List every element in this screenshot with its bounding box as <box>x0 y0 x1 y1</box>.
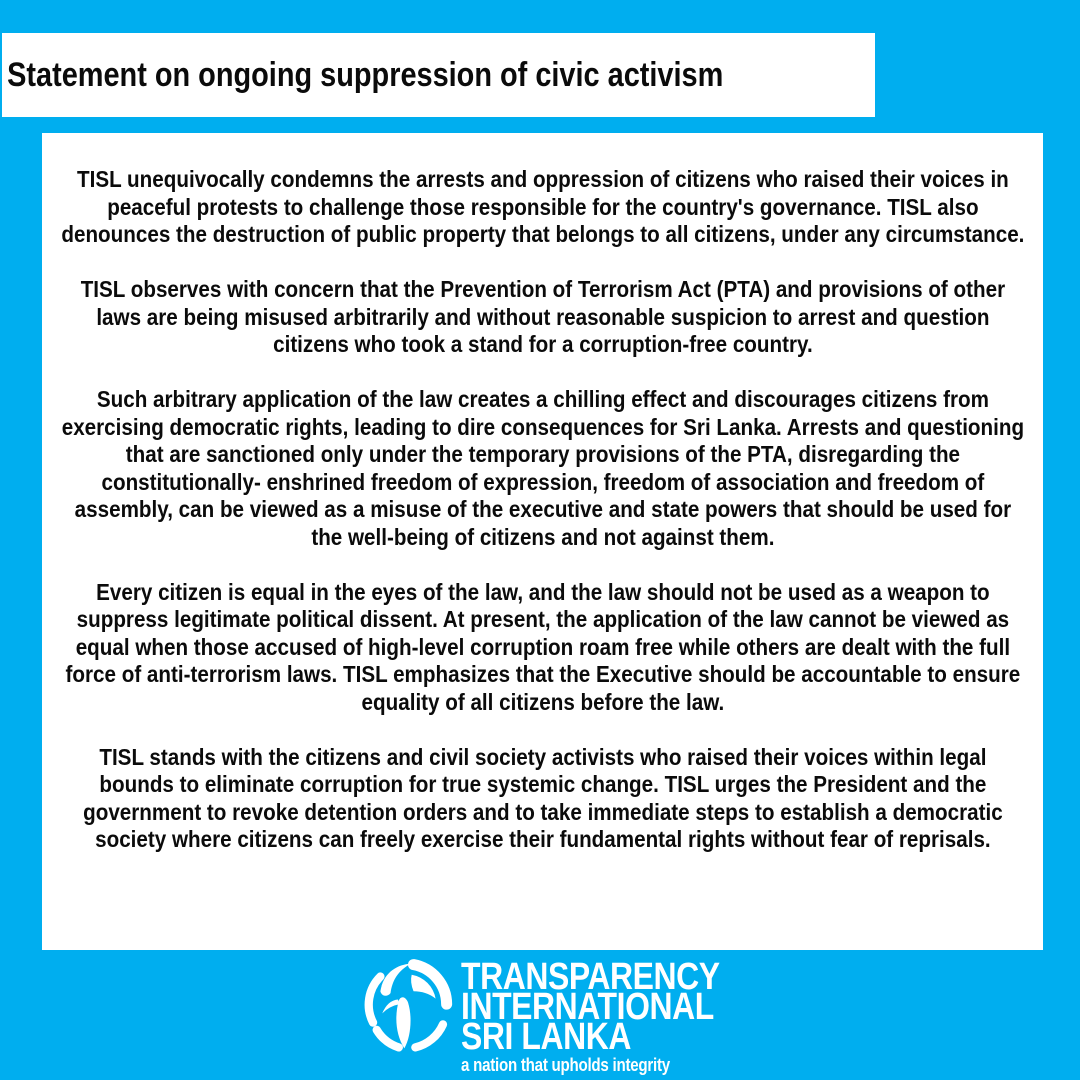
statement-paragraph: Every citizen is equal in the eyes of the law, and the law should not be used as a weapon to suppress legitimate political dissent. At present, the application of the law cannot be viewed as equal when those accused of high-level corruption roam free while others are dealt with the full force of anti-terrorism laws. TISL emphasizes that the Executive should be accountable to ensure equality of all citizens before the law. <box>65 578 1021 715</box>
statement-text <box>60 166 1026 854</box>
logo-line-transparency: TRANSPARENCY <box>461 956 720 998</box>
logo-tagline: a nation that upholds integrity <box>461 1055 670 1075</box>
statement-paragraph: TISL unequivocally condemns the arrests and oppression of citizens who raised their voices in peaceful protests to challenge those responsible for the country's governance. TISL also denounces the destruction of public property that belongs to all citizens, under any circumstance. <box>61 166 1025 247</box>
title-bar <box>2 33 875 117</box>
tisl-logo <box>362 956 769 1074</box>
statement-paragraph: TISL observes with concern that the Prevention of Terrorism Act (PTA) and provisions of other laws are being misused arbitrarily and without reasonable suspicion to arrest and question citizens who took a stand for a corruption-free country. <box>80 276 1006 357</box>
logo-line-sri-lanka: SRI LANKA <box>461 1016 632 1058</box>
tisl-logo-text <box>461 956 720 1075</box>
page-title: Statement on ongoing suppression of civic activism <box>7 55 724 94</box>
logo-line-international: INTERNATIONAL <box>461 986 714 1028</box>
statement-paragraph: Such arbitrary application of the law creates a chilling effect and discourages citizens from exercising democratic rights, leading to dire consequences for Sri Lanka. Arrests and questioning that are sanctioned only under the temporary provisions of the PTA, disregarding the constitutionally- enshrined freedom of expression, freedom of association and freedom of assembly, can be viewed as a misuse of the executive and state powers that should be used for the well-being of citizens and not against them. <box>61 386 1025 550</box>
statement-paragraph: TISL stands with the citizens and civil society activists who raised their voices within legal bounds to eliminate corruption for true systemic change. TISL urges the President and the government to revoke detention orders and to take immediate steps to establish a democratic society where citizens can freely exercise their fundamental rights without fear of reprisals. <box>83 743 1003 852</box>
transparency-international-globe-icon <box>362 956 454 1056</box>
statement-panel <box>42 133 1043 950</box>
